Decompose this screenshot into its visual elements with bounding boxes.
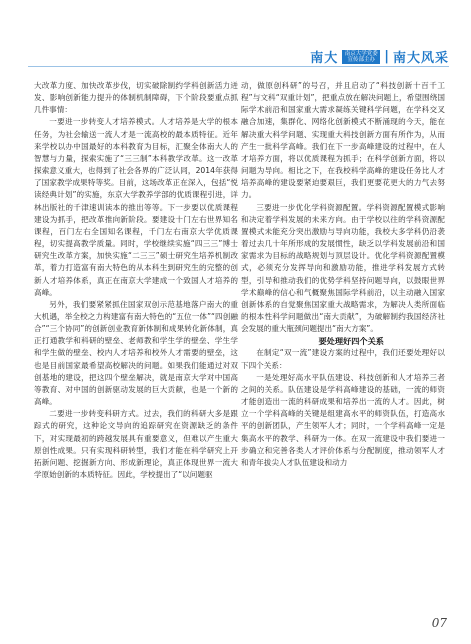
header-badge: 南京大学党委宣传部主办: [342, 50, 380, 64]
header-title-group: [310, 47, 449, 66]
left-column: [34, 80, 238, 481]
paragraph: 二要进一步转变科研方式。过去，我们的科研大多是跟踪式的研究，这种论文导向的追踪研究在资源缺乏的条件下，对实现最初的跨越发展具有重要意义，但难以产生重大原创性成果。只有实现科研转型，我们才能在科学研究上开拓新问题、挖掘新方向、形成新理论，真正体现世界一流大学原始创新的本质特征。因此，学校提出了“以问题驱: [34, 409, 238, 479]
paragraph: 一要进一步转变人才培养模式。人才培养是大学的根本任务，为社会输送一流人才是一流高校的最本质特征。近年来学校以办中国最好的本科教育为目标，汇聚全体南大人的智慧与力量，探索实施了“三三制”本科教学改革。这一改革探索意义重大，也得到了社会各界的广泛认同，2014年获得了国家教学成果特等奖。目前，这场改革正在深入，包括“悦读经典计划”的实施，东京大学教养学部的优质课程引进，详林出版社的千津速训读本的推出等等。下一步要以优质课程建设为抓手，把改革推向新阶段。要建设十门左右世界知名课程，百门左右全国知名课程，千门左右南京大学优质课程，切实提高教学质量。同时，学校继续实施“四三三”博士研究生改革方案，加快实施“二三三”硕士研究生培养机制改革，着力打造富有南大特色的从本科生到研究生的完整的创新人才培养体系，真正在南京大学建成一个致国人才培养的高峰。: [34, 117, 238, 297]
paragraph: 在制定“双一流”建设方案的过程中，我们还要处理好以下四个关系：: [241, 348, 445, 370]
paragraph: 一是处理好高水平队伍建设、科技创新和人才培养三者之间的关系。队伍建设是学科高峰建设的基础，一流的师资才能创造出一流的科研成果和培养出一流的人才。因此，树立一个学科高峰的关键是组建高水平的师资队伍，打造高水平的创新团队，产生领军人才；同时，一个学科高峰一定是集高水平的教学、科研为一体。在双一流建设中我们要进一步确立和完善各类人才评价体系与分配制度，推动领军人才和青年拔尖人才队伍建设和动力: [241, 372, 445, 467]
header-divider: [28, 66, 449, 67]
header-section-title: 南大风采: [392, 51, 449, 66]
header-brand: 南大: [310, 51, 339, 66]
header-separator: |: [384, 49, 389, 64]
page-number: 07: [431, 616, 447, 630]
paragraph: 动，做原创科研”的号召，并且启动了“科技创新十百千工程”与文科“双重计划”，把重点放在解决问题上，希望围绕国际学术前沿和国家重大需求凝练关键科学问题，在学科交叉融合加速，集群化、网络化创新模式不断涌现的今天，能在解决重大科学问题、实现重大科技创新方面有所作为，从而产生一批科学高峰。我们在下一步高峰建设的过程中，在人才培养方面，将以优质课程为抓手；在科学创新方面，将以问题为导向。相比之下，在我校科学高峰的建设任务比人才培养高峰的建设要紧迫要艰巨，我们更要花更大的力气去努力。: [241, 81, 445, 200]
page-header: [0, 0, 471, 70]
paragraph: 三要进一步优化学科资源配置。学科资源配置模式影响和决定着学科发展的未来方向。由于学校以往的学科资源配置模式未能充分突出激励与导向功能，我校大多学科仍沿袭着过去几十年所形成的发展惯性，缺乏以学科发展前沿和国家需求为目标的战略规划与顶层设计。优化学科资源配置模式，必须充分发挥导向和激励功能，推进学科发展方式转型，引导和推动我们的优势学科坚持问题导向，以鼓眼世界学术巅峰的信心和气概聚焦国际学科前沿，以主动融入国家创新体系的自觉聚焦国家重大战略需求，为解决人类所面临的根本性科学问题做出“南大贡献”，为破解制约我国经济社会发展的重大瓶颈问题提出“南大方案”。: [241, 202, 445, 334]
paragraph: 大改革力度、加快改革步伐，切实破除制约学科创新活力迸发、影响创新能力提升的体制机制障碍，下个阶段要重点抓几件事情：: [34, 81, 238, 115]
paragraph: 另外，我们要紧紧抓住国家双创示范基地落户南大的重大机遇，举全校之力构建富有南大特色的“五位一体”“四创融合”“三个协同”的创新创业教育新体制和成果转化新体制，真正打通教学和科研的壁垒、老师教和学生学的壁垒、学生学和学生做的壁垒、校内人才培养和校外人才需要的壁垒，这也是目前国家最希望高校解决的问题。如果我们能通过对双创基地的建设，把这四个壁垒解决，就是南京大学对中国高等教育、对中国的创新驱动发展的巨大贡献，也是一个新的高峰。: [34, 299, 238, 407]
right-column: [241, 80, 445, 469]
section-heading: 要处理好四个关系: [318, 336, 384, 347]
